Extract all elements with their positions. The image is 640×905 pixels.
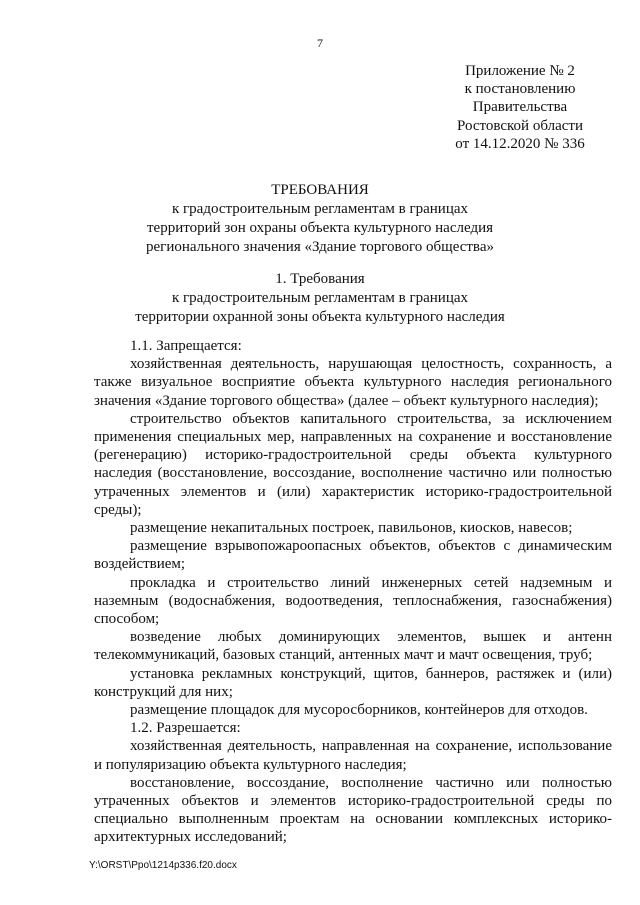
title-line: ТРЕБОВАНИЯ	[271, 182, 369, 198]
appendix-line: Приложение № 2	[465, 63, 575, 79]
paragraph: хозяйственная деятельность, направленная на сохранение, использование и популяризацию объекта культурного наследия;	[94, 738, 612, 773]
paragraph: хозяйственная деятельность, нарушающая целостность, сохранность, а также визуальное восприятие объекта культурного наследия регионального значения «Здание торгового общества» (далее – объект культурного наследия);	[94, 356, 612, 409]
paragraph: размещение площадок для мусоросборников, контейнеров для отходов.	[130, 702, 588, 719]
paragraph: установка рекламных конструкций, щитов, баннеров, растяжек и (или) конструкций для них;	[94, 665, 612, 700]
appendix-line: Правительства	[472, 99, 568, 116]
paragraph: возведение любых доминирующих элементов, вышек и антенн телекоммуникаций, базовых станций, антенных мачт и мачт освещения, труб;	[94, 629, 612, 664]
section-title-line: к градостроительным регламентам в границах	[171, 290, 469, 306]
appendix-header	[440, 62, 600, 153]
file-path-footer: Y:\ORST\Ppo\1214p336.f20.docx	[89, 860, 237, 871]
paragraph: 1.2. Разрешается:	[130, 720, 241, 737]
section-title-line: 1. Требования	[275, 271, 365, 287]
title-line: к градостроительным регламентам в границах	[171, 201, 469, 217]
title-line: регионального значения «Здание торгового общества»	[146, 239, 494, 255]
page-number: 7	[317, 36, 323, 50]
appendix-line: от 14.12.2020 № 336	[455, 135, 585, 152]
appendix-line: Ростовской области	[457, 117, 583, 134]
appendix-line: к постановлению	[464, 81, 576, 98]
document-body	[94, 337, 612, 847]
paragraph: восстановление, воссоздание, восполнение частично или полностью утраченных объектов и элементов историко-градостроительной среды по специально выполненным проектам на основании комплексных историко-архитектурных исследований;	[94, 774, 612, 846]
paragraph: 1.1. Запрещается:	[130, 338, 242, 354]
paragraph: строительство объектов капитального строительства, за исключением применения специальных мер, направленных на сохранение и восстановление (регенерацию) историко-градостроительной среды объекта культурного наследия (восстановление, воссоздание, восполнение частично или полностью утраченных элементов и (или) характеристик историко-градостроительной среды);	[94, 410, 612, 518]
paragraph: размещение взрывопожароопасных объектов, объектов с динамическим воздействием;	[94, 538, 612, 573]
paragraph: размещение некапитальных построек, павильонов, киосков, навесов;	[130, 520, 573, 537]
paragraph: прокладка и строительство линий инженерных сетей надземным и наземным (водоснабжения, водоотведения, теплоснабжения, газоснабжения) способом;	[94, 574, 612, 628]
document-title	[0, 181, 640, 257]
section-title-line: территории охранной зоны объекта культурного наследия	[135, 309, 505, 325]
section-title	[0, 270, 640, 327]
title-line: территорий зон охраны объекта культурного наследия	[147, 220, 493, 236]
